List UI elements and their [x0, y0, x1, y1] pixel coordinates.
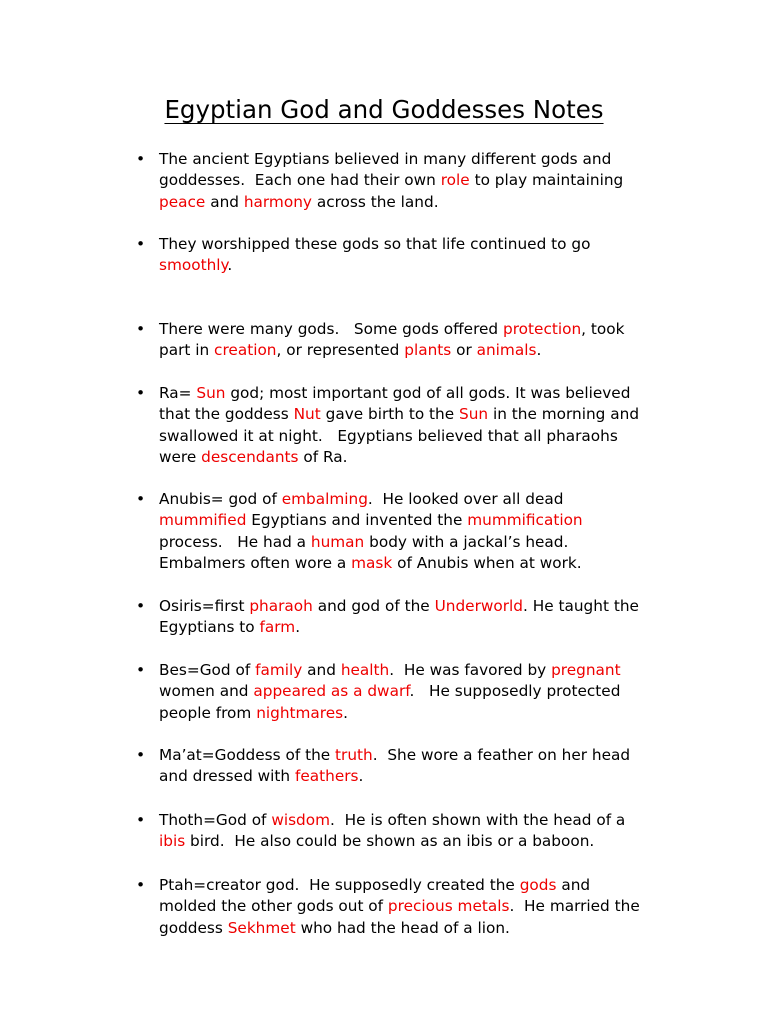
text-segment: .: [295, 618, 301, 637]
highlighted-term: mask: [351, 553, 393, 572]
bullet-line: [159, 489, 679, 510]
highlighted-term: pharaoh: [249, 597, 313, 615]
bullet-text: [159, 489, 679, 574]
highlighted-term: role: [440, 171, 470, 190]
text-segment: and dressed with: [159, 767, 295, 786]
bullet-line: [159, 447, 679, 468]
bullet-text: [159, 875, 679, 939]
bullet-line: [159, 810, 679, 831]
text-segment: that the goddess: [159, 405, 294, 424]
text-segment: people from: [159, 703, 257, 722]
text-segment: and god of the: [312, 597, 435, 615]
bullet-line: [159, 766, 679, 787]
bullet-line: [159, 660, 679, 681]
text-segment: part in: [159, 341, 215, 360]
bullet-line: [159, 681, 679, 702]
bullet-line: [159, 896, 679, 917]
highlighted-term: mummification: [467, 511, 583, 530]
text-segment: who had the head of a lion.: [295, 918, 510, 937]
text-segment: Thoth=God of: [159, 811, 272, 829]
text-segment: They worshipped these gods so that life continued to go: [159, 235, 591, 253]
highlighted-term: nightmares: [256, 703, 344, 722]
bullet-line: [159, 319, 679, 340]
bullet-line: [159, 426, 679, 447]
text-segment: Embalmers often wore a: [159, 553, 352, 572]
page-title-text: Egyptian God and Goddesses Notes: [164, 95, 604, 124]
highlighted-term: creation: [214, 341, 277, 360]
highlighted-term: Underworld: [434, 597, 523, 615]
text-segment: of Ra.: [298, 447, 348, 466]
text-segment: Egyptians to: [159, 618, 260, 637]
text-segment: and: [302, 661, 341, 679]
text-segment: swallowed it at night. Egyptians believed that all pharaohs: [159, 426, 618, 445]
highlighted-term: Nut: [293, 405, 321, 424]
text-segment: goddesses. Each one had their own: [159, 171, 441, 190]
bullet-text: [159, 596, 679, 639]
text-segment: . She wore a feather on her head: [372, 746, 631, 764]
highlighted-term: pregnant: [551, 661, 621, 679]
highlighted-term: protection: [503, 320, 582, 338]
text-segment: of Anubis when at work.: [392, 553, 582, 572]
text-segment: in the morning and: [488, 405, 640, 424]
highlighted-term: gods: [519, 876, 557, 894]
text-segment: women and: [159, 682, 254, 701]
bullet-line: [159, 553, 679, 574]
text-segment: Osiris=first: [159, 597, 250, 615]
bullet-line: [159, 192, 679, 213]
highlighted-term: plants: [404, 341, 452, 360]
highlighted-term: truth: [335, 746, 373, 764]
highlighted-term: health: [340, 661, 390, 679]
highlighted-term: precious metals: [387, 897, 510, 916]
bullet-line: [159, 596, 679, 617]
text-segment: Bes=God of: [159, 661, 256, 679]
highlighted-term: appeared as a dwarf: [253, 682, 410, 701]
text-segment: Anubis= god of: [159, 490, 282, 508]
text-segment: . He is often shown with the head of a: [330, 811, 626, 829]
highlighted-term: embalming: [281, 490, 368, 508]
text-segment: There were many gods. Some gods offered: [159, 320, 504, 338]
bullet-text: [159, 319, 679, 362]
bullet-text: [159, 660, 679, 724]
bullet-line: [159, 831, 679, 852]
bullet-icon: •: [136, 597, 146, 615]
text-segment: . He taught the: [522, 597, 639, 615]
highlighted-term: farm: [259, 618, 296, 637]
highlighted-term: Sun: [196, 384, 226, 402]
bullet-line: [159, 703, 679, 724]
bullet-icon: •: [136, 661, 146, 679]
bullet-line: [159, 532, 679, 553]
highlighted-term: animals: [476, 341, 537, 360]
highlighted-term: mummified: [159, 511, 247, 530]
text-segment: process. He had a: [159, 532, 311, 551]
highlighted-term: peace: [159, 192, 206, 211]
bullet-text: [159, 810, 679, 853]
text-segment: molded the other gods out of: [159, 897, 388, 916]
bullet-icon: •: [136, 876, 146, 894]
highlighted-term: Sekhmet: [227, 918, 296, 937]
highlighted-term: descendants: [201, 447, 299, 466]
text-segment: .: [227, 256, 233, 275]
bullet-line: [159, 234, 679, 255]
bullet-icon: •: [136, 320, 146, 338]
text-segment: .: [358, 767, 364, 786]
text-segment: .: [536, 341, 542, 360]
bullet-line: [159, 918, 679, 939]
text-segment: . He looked over all dead: [367, 490, 564, 508]
text-segment: . He was favored by: [389, 661, 552, 679]
text-segment: Ptah=creator god. He supposedly created the: [159, 876, 520, 894]
highlighted-term: wisdom: [271, 811, 331, 829]
text-segment: body with a jackal’s head.: [364, 532, 569, 551]
text-segment: gave birth to the: [320, 405, 460, 424]
text-segment: . He supposedly protected: [409, 682, 621, 701]
highlighted-term: feathers: [294, 767, 359, 786]
bullet-text: [159, 234, 679, 277]
text-segment: , or represented: [276, 341, 405, 360]
text-segment: to play maintaining: [469, 171, 624, 190]
text-segment: across the land.: [311, 192, 439, 211]
text-segment: bird. He also could be shown as an ibis or a baboon.: [185, 832, 595, 851]
bullet-line: [159, 149, 679, 170]
text-segment: The ancient Egyptians believed in many different gods and: [159, 150, 612, 168]
bullet-icon: •: [136, 150, 146, 168]
bullet-line: [159, 383, 679, 404]
text-segment: and: [205, 192, 244, 211]
text-segment: Egyptians and invented the: [246, 511, 468, 530]
text-segment: , took: [581, 320, 625, 338]
text-segment: Ra=: [159, 384, 197, 402]
bullet-icon: •: [136, 746, 146, 764]
bullet-icon: •: [136, 811, 146, 829]
bullet-icon: •: [136, 384, 146, 402]
highlighted-term: smoothly: [159, 256, 228, 275]
text-segment: or: [451, 341, 477, 360]
bullet-text: [159, 149, 679, 213]
highlighted-term: human: [310, 532, 365, 551]
text-segment: god; most important god of all gods. It was believed: [225, 384, 631, 402]
bullet-icon: •: [136, 490, 146, 508]
highlighted-term: Sun: [459, 405, 489, 424]
bullet-line: [159, 875, 679, 896]
highlighted-term: family: [255, 661, 303, 679]
bullet-line: [159, 170, 679, 191]
text-segment: Ma’at=Goddess of the: [159, 746, 336, 764]
highlighted-term: harmony: [243, 192, 312, 211]
bullet-line: [159, 255, 679, 276]
text-segment: .: [343, 703, 349, 722]
text-segment: . He married the: [509, 897, 640, 916]
bullet-text: [159, 383, 679, 468]
bullet-line: [159, 745, 679, 766]
bullet-icon: •: [136, 235, 146, 253]
bullet-line: [159, 617, 679, 638]
bullet-line: [159, 404, 679, 425]
text-segment: goddess: [159, 918, 228, 937]
bullet-line: [159, 340, 679, 361]
text-segment: and: [556, 876, 591, 894]
bullet-line: [159, 510, 679, 531]
bullet-text: [159, 745, 679, 788]
text-segment: were: [159, 447, 202, 466]
highlighted-term: ibis: [159, 832, 186, 851]
